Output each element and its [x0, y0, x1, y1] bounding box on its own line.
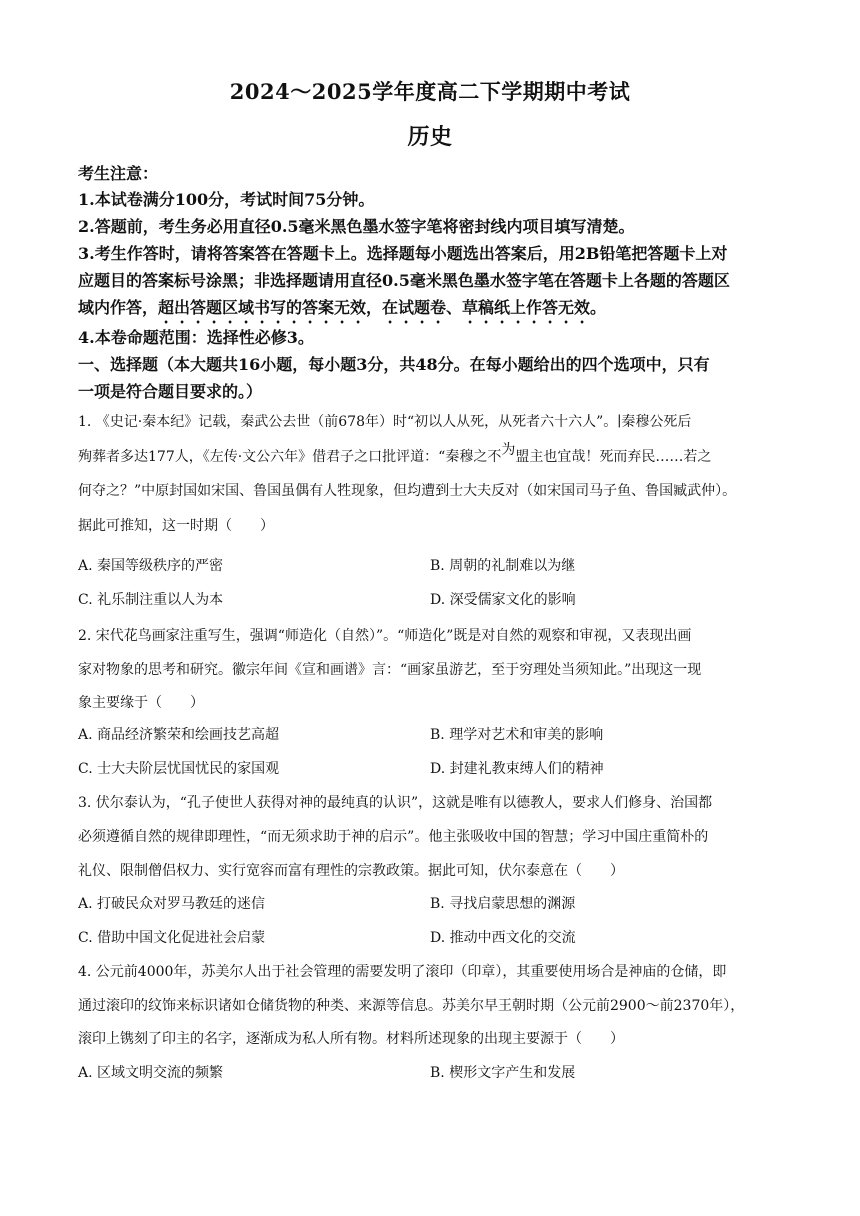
- question-3-line-2: 必须遵循自然的规律即理性，“而无须求助于神的启示”。他主张吸收中国的智慧；学习中国庄重简朴的: [78, 829, 709, 845]
- exam-title: 2024～2025学年度高二下学期期中考试: [229, 79, 631, 104]
- subject-title: 历史: [407, 124, 453, 150]
- notice-item-3-end: 。: [590, 298, 607, 317]
- question-1-superscript: 为: [501, 442, 516, 458]
- question-1-line-3: 何夺之？”中原封国如宋国、鲁国虽偶有人牲现象，但均遭到士大夫反对（如宋国司马子鱼、鲁国臧武仲）。: [78, 483, 737, 499]
- question-1-line-2: [78, 442, 788, 467]
- question-4-option-a: A. 区域文明交流的频繁: [78, 1065, 224, 1081]
- question-4-line-2: 通过滚印的纹饰来标识诸如仓储货物的种类、来源等信息。苏美尔早王朝时期（公元前2900～前2370年），: [78, 998, 745, 1014]
- notice-item-2: 2.答题前，考生务必用直径0.5毫米黑色墨水签字笔将密封线内项目填写清楚。: [78, 217, 635, 236]
- question-4-line-1: 4. 公元前4000年，苏美尔人出于社会管理的需要发明了滚印（印章），其重要使用场合是神庙的仓储，即: [78, 964, 727, 980]
- question-2-line-2: 家对物象的思考和研究。徽宗年间《宣和画谱》言：“画家虽游艺，至于穷理处当须知此。”出现这一现: [78, 662, 702, 678]
- question-1-option-d: D. 深受儒家文化的影响: [430, 592, 576, 608]
- notice-item-3-line-2: 应题目的答案标号涂黑；非选择题请用直径0.5毫米黑色墨水签字笔在答题卡上各题的答题区: [78, 271, 730, 290]
- question-3-option-b: B. 寻找启蒙思想的渊源: [430, 896, 576, 912]
- question-1-option-c: C. 礼乐制注重以人为本: [78, 592, 224, 608]
- question-1-line-2a: 殉葬者多达177人，《左传·文公六年》借君子之口批评道：“秦穆之不: [78, 449, 502, 465]
- question-1-line-2b: 盟主也宜哉！死而弃民……若之: [515, 449, 712, 465]
- question-3-option-c: C. 借助中国文化促进社会启蒙: [78, 930, 266, 946]
- notice-item-3-plain: 域内作答，: [78, 298, 159, 317]
- question-2-option-d: D. 封建礼教束缚人们的精神: [430, 761, 604, 777]
- section-heading-line-1: 一、选择题（本大题共16小题，每小题3分，共48分。在每小题给出的四个选项中，只有: [78, 355, 710, 374]
- question-4-line-3: 滚印上镌刻了印主的名字，逐渐成为私人所有物。材料所述现象的出现主要源于（ ）: [78, 1031, 624, 1047]
- notice-item-3-emphasis: 超出答题区域书写的答案无效，在试题卷、草稿纸上作答无效: [158, 298, 591, 317]
- question-2-option-b: B. 理学对艺术和审美的影响: [430, 727, 604, 743]
- notice-item-1: 1.本试卷满分100分，考试时间75分钟。: [78, 190, 375, 209]
- question-3-line-1: 3. 伏尔泰认为，“孔子使世人获得对神的最纯真的认识”，这就是唯有以德教人，要求人们修身、治国都: [78, 795, 713, 811]
- question-2-option-a: A. 商品经济繁荣和绘画技艺高超: [78, 727, 280, 743]
- question-1-option-b: B. 周朝的礼制难以为继: [430, 558, 576, 574]
- question-3-option-a: A. 打破民众对罗马教廷的迷信: [78, 896, 266, 912]
- notice-heading: 考生注意：: [78, 164, 159, 183]
- question-1-line-4: 据此可推知，这一时期（ ）: [78, 518, 274, 534]
- notice-item-4: 4.本卷命题范围：选择性必修3。: [78, 328, 314, 347]
- notice-item-3-line-3: [78, 294, 783, 327]
- question-3-option-d: D. 推动中西文化的交流: [430, 930, 576, 946]
- question-1-line-1: 1. 《史记·秦本纪》记载，秦武公去世（前678年）时“初以人从死，从死者六十六人”。∣秦穆公死后: [78, 414, 692, 430]
- question-3-line-3: 礼仪、限制僧侣权力、实行宽容而富有理性的宗教政策。据此可知，伏尔泰意在（ ）: [78, 863, 624, 879]
- notice-item-3-line-1: 3.考生作答时，请将答案答在答题卡上。选择题每小题选出答案后，用2B铅笔把答题卡上对: [78, 244, 728, 263]
- question-2-line-3: 象主要缘于（ ）: [78, 695, 204, 711]
- question-4-option-b: B. 楔形文字产生和发展: [430, 1065, 576, 1081]
- section-heading-line-2: 一项是符合题目要求的。）: [78, 382, 263, 401]
- question-2-option-c: C. 士大夫阶层忧国忧民的家国观: [78, 761, 280, 777]
- question-1-option-a: A. 秦国等级秩序的严密: [78, 558, 224, 574]
- question-2-line-1: 2. 宋代花鸟画家注重写生，强调“师造化（自然）”。“师造化”既是对自然的观察和审视，又表现出画: [78, 628, 692, 644]
